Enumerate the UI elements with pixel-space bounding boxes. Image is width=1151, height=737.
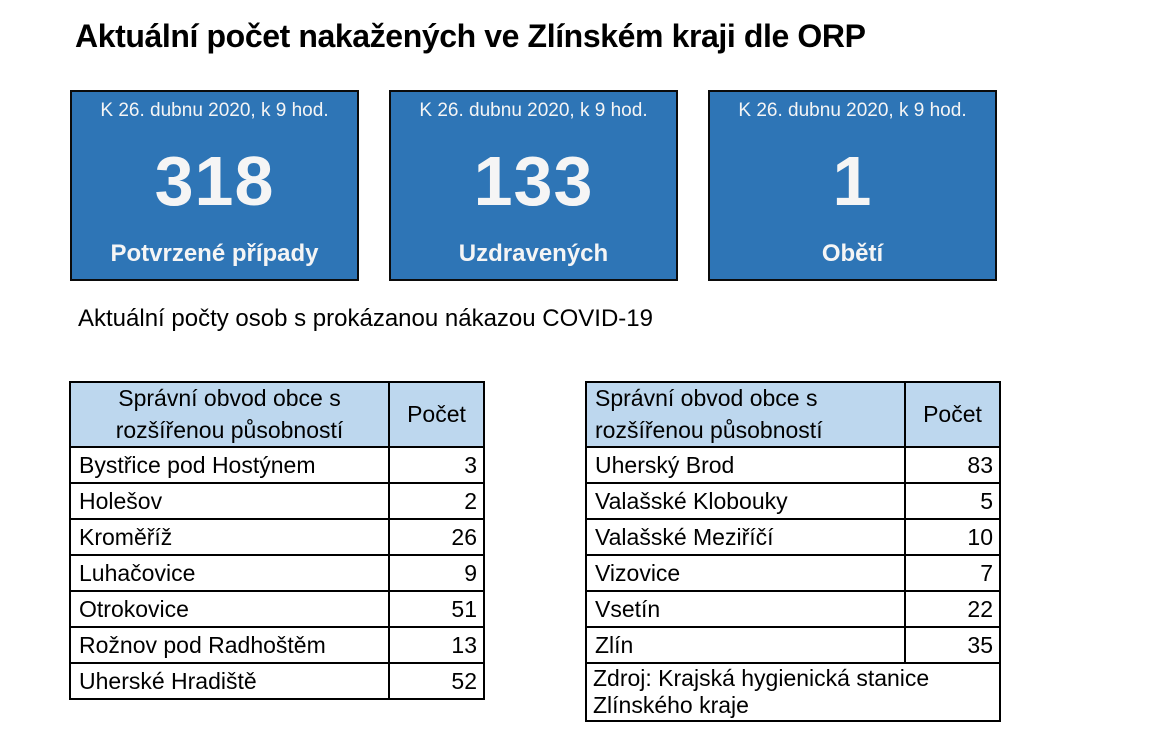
stat-card-deaths (708, 90, 997, 281)
orp-name: Vsetín (586, 591, 905, 627)
subtitle: Aktuální počty osob s prokázanou nákazou COVID-19 (78, 305, 653, 332)
table-row (70, 447, 484, 483)
stat-card-value: 318 (154, 142, 275, 221)
table-row (70, 663, 484, 699)
orp-table-right (585, 381, 1001, 722)
orp-count: 26 (389, 519, 484, 555)
table-row (586, 483, 1000, 519)
stat-card-date: K 26. dubnu 2020, k 9 hod. (738, 100, 967, 121)
table-row (586, 447, 1000, 483)
stat-card-confirmed (70, 90, 359, 281)
stat-card-recovered (389, 90, 678, 281)
table-source-row (586, 663, 1000, 721)
orp-count: 35 (905, 627, 1000, 663)
table-row (586, 519, 1000, 555)
table-row (586, 555, 1000, 591)
stat-card-date: K 26. dubnu 2020, k 9 hod. (419, 100, 648, 121)
column-header-orp: Správní obvod obce s rozšířenou působností (586, 382, 905, 447)
orp-name: Luhačovice (70, 555, 389, 591)
stat-card-label: Obětí (821, 239, 884, 267)
stat-card-date: K 26. dubnu 2020, k 9 hod. (100, 100, 329, 121)
orp-name: Kroměříž (70, 519, 389, 555)
page-title: Aktuální počet nakažených ve Zlínském kraji dle ORP (75, 18, 866, 54)
stat-card-value: 1 (832, 142, 873, 221)
orp-count: 5 (905, 483, 1000, 519)
orp-count: 51 (389, 591, 484, 627)
table-header-row (586, 382, 1000, 447)
stat-cards-row (70, 90, 997, 281)
orp-table-left (69, 381, 485, 700)
orp-name: Uherský Brod (586, 447, 905, 483)
orp-name: Holešov (70, 483, 389, 519)
table-row (586, 591, 1000, 627)
table-row (70, 627, 484, 663)
orp-count: 3 (389, 447, 484, 483)
orp-count: 52 (389, 663, 484, 699)
orp-name: Valašské Klobouky (586, 483, 905, 519)
column-header-orp: Správní obvod obce s rozšířenou působností (70, 382, 389, 447)
orp-count: 83 (905, 447, 1000, 483)
column-header-pocet: Počet (389, 382, 484, 447)
source-note: Zdroj: Krajská hygienická stanice Zlínského kraje (586, 663, 1000, 721)
table-header-row (70, 382, 484, 447)
table-row (70, 591, 484, 627)
orp-count: 13 (389, 627, 484, 663)
table-row (70, 519, 484, 555)
orp-name: Vizovice (586, 555, 905, 591)
stat-card-value: 133 (473, 142, 594, 221)
orp-tables-row (69, 381, 1001, 722)
column-header-pocet: Počet (905, 382, 1000, 447)
orp-name: Uherské Hradiště (70, 663, 389, 699)
orp-name: Bystřice pod Hostýnem (70, 447, 389, 483)
orp-count: 22 (905, 591, 1000, 627)
orp-name: Zlín (586, 627, 905, 663)
orp-count: 7 (905, 555, 1000, 591)
stat-card-label: Uzdravených (458, 239, 609, 267)
orp-count: 10 (905, 519, 1000, 555)
table-row (70, 555, 484, 591)
orp-count: 2 (389, 483, 484, 519)
orp-name: Rožnov pod Radhoštěm (70, 627, 389, 663)
table-row (70, 483, 484, 519)
orp-count: 9 (389, 555, 484, 591)
table-row (586, 627, 1000, 663)
orp-name: Valašské Meziříčí (586, 519, 905, 555)
stat-card-label: Potvrzené případy (110, 239, 319, 267)
orp-name: Otrokovice (70, 591, 389, 627)
